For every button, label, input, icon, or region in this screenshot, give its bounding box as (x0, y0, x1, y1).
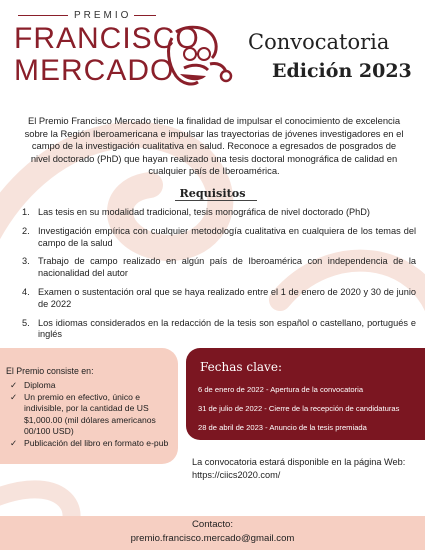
premio-list (6, 380, 176, 450)
requisito-number: 1. (22, 207, 30, 217)
requisitos-list (22, 207, 416, 348)
requisito-item (22, 207, 416, 219)
logo-line-left (18, 15, 68, 16)
requisito-item (22, 287, 416, 311)
premio-item-text: Publicación del libro en formato e-pub (24, 438, 169, 449)
requisito-number: 2. (22, 225, 30, 236)
checkmark-icon: ✓ (10, 380, 18, 390)
requisito-text: Examen o sustentación oral que se haya realizado entre el 1 de enero de 2020 y 30 de junio de 2022 (38, 286, 416, 309)
premio-francisco-mercado-logo (6, 6, 236, 98)
requisito-text: Trabajo de campo realizado en algún país de Iberoamérica con independencia de la nacionalidad del autor (38, 256, 416, 279)
requisito-text: Los idiomas considerados en la redacción de la tesis son español o castellano, portugués e inglés (38, 317, 416, 340)
premio-item (6, 438, 176, 449)
contact-email-link[interactable]: premio.francisco.mercado@gmail.com (130, 533, 295, 544)
availability-text: La convocatoria estará disponible en la página Web: (192, 457, 406, 467)
website-link[interactable]: https://ciics2020.com/ (192, 470, 281, 480)
contact-label: Contacto: (191, 519, 234, 530)
requisito-item (22, 226, 416, 250)
logo-francisco-text: FRANCISCO (14, 22, 200, 55)
requisitos-underline (175, 200, 257, 201)
requisito-text: Las tesis en su modalidad tradicional, tesis monográfica de nivel doctorado (PhD) (38, 207, 370, 217)
premio-item (6, 392, 176, 437)
requisito-item (22, 256, 416, 280)
logo-premio-text: PREMIO (74, 10, 132, 21)
premio-heading: El Premio consiste en: (6, 366, 94, 376)
requisito-number: 3. (22, 256, 30, 267)
requisito-number: 4. (22, 286, 30, 297)
premio-item (6, 380, 176, 391)
fecha-item: 28 de abril de 2023 - Anuncio de la tesis premiada (198, 423, 367, 432)
fecha-item: 31 de julio de 2022 - Cierre de la recepción de candidaturas (198, 404, 400, 413)
fecha-item: 6 de enero de 2022 - Apertura de la convocatoria (198, 385, 364, 394)
requisito-text: Investigación empírica con cualquier metodología cualitativa en cualquiera de los temas del campo de la salud (38, 225, 416, 248)
premio-item-text: Diploma (24, 380, 56, 390)
fechas-heading: Fechas clave: (200, 360, 282, 374)
requisito-number: 5. (22, 317, 30, 328)
logo-line-right (134, 15, 156, 16)
checkmark-icon: ✓ (10, 392, 18, 403)
logo-mercado-text: MERCADO (14, 54, 175, 87)
premio-item-text: Un premio en efectivo, único e indivisible, por la cantidad de US $1,000.00 (mil dólares americanos 00/100 USD) (24, 392, 156, 436)
requisitos-heading: Requisitos (179, 186, 246, 200)
requisito-item (22, 318, 416, 342)
intro-paragraph: El Premio Francisco Mercado tiene la finalidad de impulsar el conocimiento de excelencia sobre la Región Iberoamericana e impulsar las trayectorias de jóvenes investigadores en el campo de la investigación cualitativa en salud. Reconoce a egresados de posgrados de nivel doctorado (PhD) que hayan realizado una tesis doctoral monográfica de calidad en cualquier país de Iberoamérica. (24, 115, 404, 177)
checkmark-icon: ✓ (10, 438, 18, 449)
portrait-face-icon (158, 24, 234, 94)
edicion-title: Edición 2023 (272, 60, 412, 82)
availability-notice (192, 456, 420, 482)
convocatoria-title: Convocatoria (248, 30, 390, 54)
